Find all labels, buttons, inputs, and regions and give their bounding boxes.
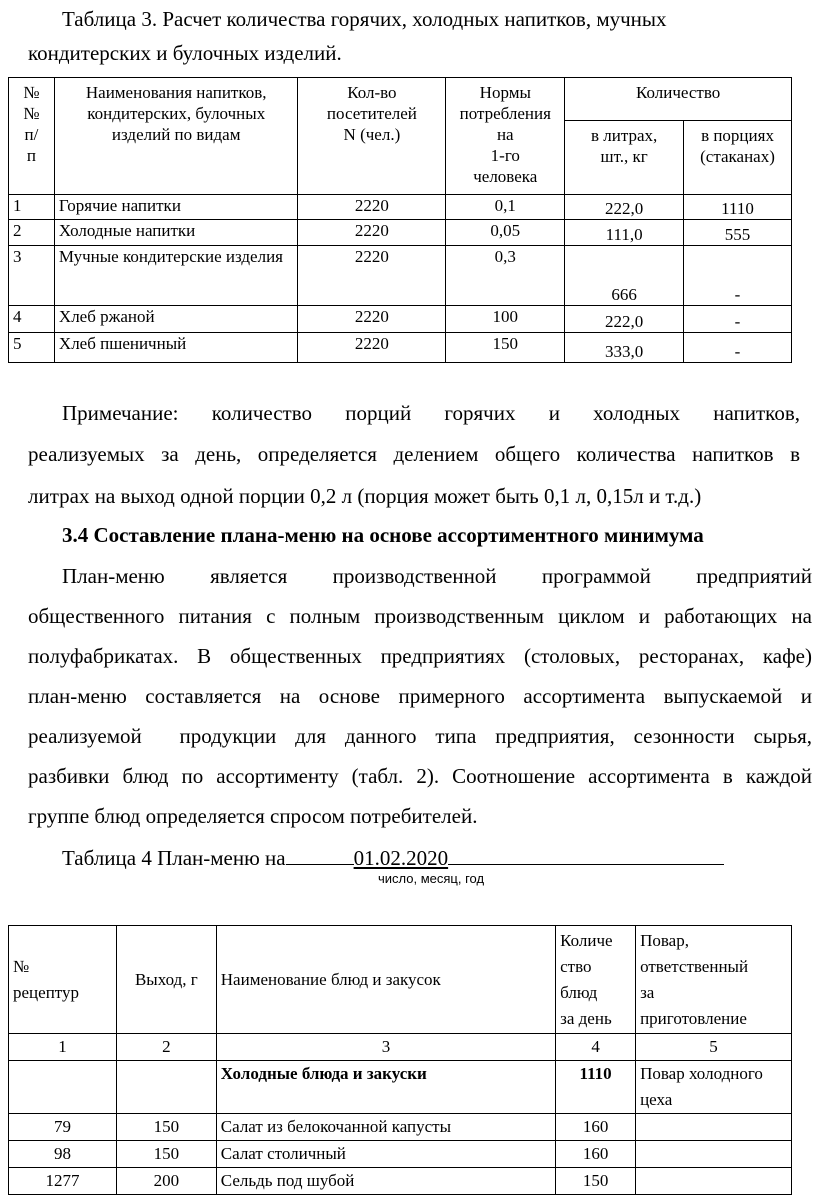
t4-cell-cook	[636, 1114, 792, 1141]
paragraph-line: План-меню является производственной программой предприятий	[62, 564, 812, 588]
table-row	[9, 246, 792, 306]
t4-header-output: Выход, г	[116, 926, 216, 1034]
date-underline-left	[286, 863, 354, 865]
t3-cell-liters: 222,0	[565, 306, 684, 333]
t3-cell-portions: 1110	[684, 195, 792, 220]
t3-cell-portions: -	[684, 333, 792, 363]
table-row	[9, 1114, 792, 1141]
t4-header-cook: Повар, ответственный за приготовление	[636, 926, 792, 1034]
t4-cell-recipe: 98	[9, 1141, 117, 1168]
t3-header-norm: Нормы потребления на 1-го человека	[446, 78, 565, 195]
t4-cell-dish: Сельдь под шубой	[216, 1168, 555, 1195]
table3	[8, 77, 792, 363]
t3-cell-num: 2	[9, 220, 55, 246]
date-hint: число, месяц, год	[378, 871, 485, 886]
paragraph-line: реализуемой продукции для данного типа предприятия, сезонности сырья,	[28, 724, 812, 748]
t4-cell-output: 150	[116, 1141, 216, 1168]
t3-cell-liters: 111,0	[565, 220, 684, 246]
t3-header-num: № № п/ п	[9, 78, 55, 195]
t3-cell-num: 4	[9, 306, 55, 333]
t4-colnum: 5	[636, 1034, 792, 1061]
t3-cell-visitors: 2220	[298, 333, 446, 363]
t3-cell-name: Горячие напитки	[54, 195, 298, 220]
table4-caption	[62, 845, 724, 872]
t4-group-name: Холодные блюда и закуски	[216, 1061, 555, 1114]
t4-cell-cook	[636, 1141, 792, 1168]
t4-cell-dish: Салат столичный	[216, 1141, 555, 1168]
t3-cell-num: 3	[9, 246, 55, 306]
table4-caption-prefix: Таблица 4 План-меню на	[62, 846, 286, 870]
t3-cell-norm: 0,3	[446, 246, 565, 306]
t3-cell-num: 1	[9, 195, 55, 220]
t4-cell-output: 150	[116, 1114, 216, 1141]
t3-cell-name: Мучные кондитерские изделия	[54, 246, 298, 306]
t4-cell-output: 200	[116, 1168, 216, 1195]
t3-cell-liters: 666	[565, 246, 684, 306]
t4-cell-dish: Салат из белокочанной капусты	[216, 1114, 555, 1141]
note-line1: Примечание: количество порций горячих и холодных напитков,	[62, 401, 800, 425]
note-line3: литрах на выход одной порции 0,2 л (порция может быть 0,1 л, 0,15л и т.д.)	[28, 484, 702, 508]
t3-cell-portions: -	[684, 306, 792, 333]
t3-cell-name: Хлеб пшеничный	[54, 333, 298, 363]
t4-cell-count: 150	[556, 1168, 636, 1195]
t4-colnum: 2	[116, 1034, 216, 1061]
date-underline-right	[448, 863, 724, 865]
t4-group-count: 1110	[556, 1061, 636, 1114]
t4-colnum: 3	[216, 1034, 555, 1061]
t4-header-recipe: № рецептур	[9, 926, 117, 1034]
t3-cell-liters: 333,0	[565, 333, 684, 363]
section-heading: 3.4 Составление плана-меню на основе ассортиментного минимума	[62, 523, 704, 547]
t3-cell-liters: 222,0	[565, 195, 684, 220]
t3-cell-num: 5	[9, 333, 55, 363]
table-row	[9, 195, 792, 220]
paragraph-last-line: группе блюд определяется спросом потребителей.	[28, 804, 478, 828]
t3-cell-norm: 100	[446, 306, 565, 333]
t4-cell-count: 160	[556, 1141, 636, 1168]
t3-header-liters: в литрах, шт., кг	[565, 121, 684, 195]
t4-cell-output	[116, 1061, 216, 1114]
table4-date: 01.02.2020	[353, 846, 449, 870]
table3-caption-line2: кондитерских и булочных изделий.	[28, 41, 342, 65]
t3-header-quantity: Количество	[565, 78, 792, 121]
table-row	[9, 1141, 792, 1168]
t3-cell-norm: 0,05	[446, 220, 565, 246]
t3-header-visitors: Кол-во посетителей N (чел.)	[298, 78, 446, 195]
t3-cell-visitors: 2220	[298, 220, 446, 246]
paragraph-line: полуфабрикатах. В общественных предприятиях (столовых, ресторанах, кафе)	[28, 644, 812, 668]
table-row	[9, 1034, 792, 1061]
t4-header-dish: Наименование блюд и закусок	[216, 926, 555, 1034]
t4-group-cook: Повар холодного цеха	[636, 1061, 792, 1114]
table-row	[9, 333, 792, 363]
paragraph-line: общественного питания с полным производственным циклом и работающих на	[28, 604, 812, 628]
t4-header-count: Количе ство блюд за день	[556, 926, 636, 1034]
note-line2: реализуемых за день, определяется делением общего количества напитков в	[28, 442, 800, 466]
t3-cell-norm: 150	[446, 333, 565, 363]
paragraph-line: разбивки блюд по ассортименту (табл. 2). Соотношение ассортимента в каждой	[28, 764, 812, 788]
table-row	[9, 220, 792, 246]
table-row	[9, 1168, 792, 1195]
t3-cell-name: Холодные напитки	[54, 220, 298, 246]
t4-cell-cook	[636, 1168, 792, 1195]
t4-cell-recipe: 79	[9, 1114, 117, 1141]
paragraph-line: план-меню составляется на основе примерного ассортимента выпускаемой и	[28, 684, 812, 708]
t3-cell-visitors: 2220	[298, 195, 446, 220]
t3-cell-norm: 0,1	[446, 195, 565, 220]
t4-cell-recipe: 1277	[9, 1168, 117, 1195]
t3-header-portions: в порциях (стаканах)	[684, 121, 792, 195]
t4-colnum: 4	[556, 1034, 636, 1061]
table3-caption-line1: Таблица 3. Расчет количества горячих, холодных напитков, мучных	[62, 7, 667, 31]
table4	[8, 925, 792, 1195]
t3-cell-portions: -	[684, 246, 792, 306]
table-row	[9, 306, 792, 333]
t3-cell-visitors: 2220	[298, 306, 446, 333]
t4-cell-count: 160	[556, 1114, 636, 1141]
t3-cell-name: Хлеб ржаной	[54, 306, 298, 333]
t3-cell-portions: 555	[684, 220, 792, 246]
t4-colnum: 1	[9, 1034, 117, 1061]
t3-header-name: Наименования напитков, кондитерских, булочных изделий по видам	[54, 78, 298, 195]
t3-cell-visitors: 2220	[298, 246, 446, 306]
t4-cell-recipe	[9, 1061, 117, 1114]
table-row	[9, 1061, 792, 1114]
